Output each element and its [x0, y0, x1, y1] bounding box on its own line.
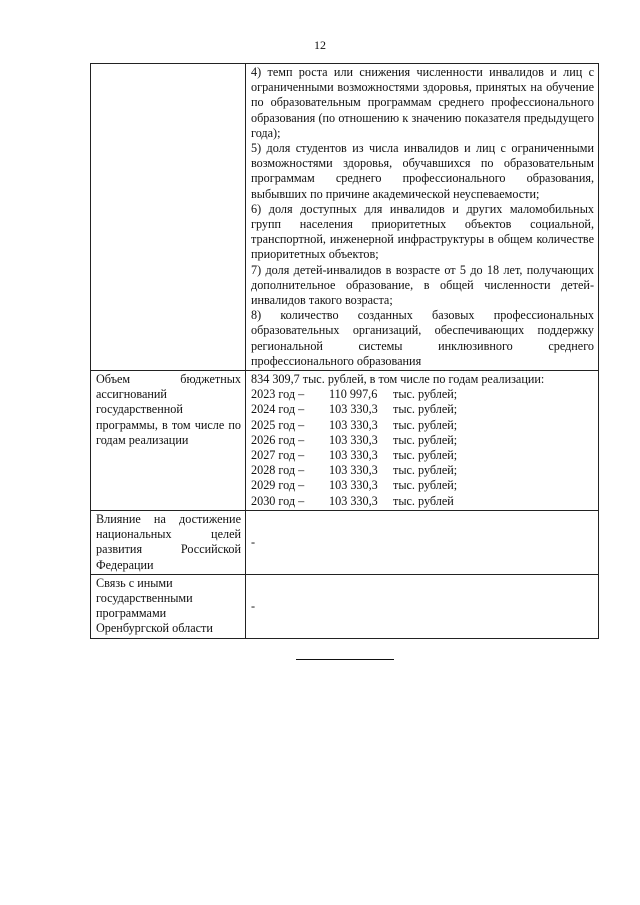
budget-year-row — [251, 433, 594, 448]
other-programs-value: - — [246, 574, 599, 638]
budget-unit: тыс. рублей; — [393, 402, 458, 417]
indicator-item: 5) доля студентов из числа инвалидов и лиц с ограниченными возможностями здоровья, обучавшихся по образовательным программам среднего профессионального образования, выбывших по причине академической неуспеваемости; — [251, 141, 594, 201]
budget-year-row — [251, 463, 594, 478]
other-programs-row — [91, 574, 599, 638]
program-passport-table — [90, 63, 599, 639]
page-number: 12 — [314, 38, 326, 52]
indicators-label-cell — [91, 64, 246, 371]
budget-year-row — [251, 387, 594, 402]
budget-year-row — [251, 494, 594, 509]
budget-unit: тыс. рублей; — [393, 432, 458, 447]
budget-value-cell — [246, 371, 599, 511]
national-goals-row — [91, 510, 599, 574]
budget-amount: 103 330,3 — [329, 417, 378, 432]
budget-row — [91, 371, 599, 511]
budget-year: 2025 год – — [251, 417, 305, 432]
indicator-item: 7) доля детей-инвалидов в возрасте от 5 до 18 лет, получающих дополнительное образование, в общей численности детей-инвалидов такого возраста; — [251, 262, 594, 308]
budget-unit: тыс. рублей; — [393, 448, 458, 463]
other-programs-label: Связь с иными государственными программами Оренбургской области — [91, 574, 246, 638]
budget-unit: тыс. рублей; — [393, 417, 458, 432]
budget-year-row — [251, 402, 594, 417]
budget-year-row — [251, 478, 594, 493]
budget-year: 2030 год – — [251, 493, 305, 508]
budget-years-list — [251, 387, 594, 509]
end-of-page-rule — [296, 659, 394, 660]
indicators-value-cell — [246, 64, 599, 371]
budget-unit: тыс. рублей; — [393, 478, 458, 493]
budget-amount: 103 330,3 — [329, 448, 378, 463]
budget-year: 2029 год – — [251, 478, 305, 493]
national-goals-value: - — [246, 510, 599, 574]
budget-amount: 103 330,3 — [329, 463, 378, 478]
budget-year: 2024 год – — [251, 402, 305, 417]
budget-year: 2028 год – — [251, 463, 305, 478]
budget-amount: 103 330,3 — [329, 432, 378, 447]
budget-total: 834 309,7 тыс. рублей, в том числе по годам реализации: — [251, 372, 545, 387]
budget-year: 2023 год – — [251, 387, 305, 402]
budget-year: 2027 год – — [251, 448, 305, 463]
budget-unit: тыс. рублей; — [393, 387, 458, 402]
indicator-item: 6) доля доступных для инвалидов и других маломобильных групп населения приоритетных объектов социальной, транспортной, инженерной инфраструктуры в общем количестве приоритетных объектов; — [251, 201, 594, 262]
budget-unit: тыс. рублей; — [393, 463, 458, 478]
budget-amount: 110 997,6 — [329, 387, 378, 402]
national-goals-label: Влияние на достижение национальных целей развития Российской Федерации — [91, 510, 246, 574]
indicator-item: 8) количество созданных базовых профессиональных образовательных организаций, обеспечивающих поддержку региональной системы инклюзивного среднего профессионального образования — [251, 308, 594, 368]
indicators-row — [91, 64, 599, 371]
budget-year-row — [251, 448, 594, 463]
budget-unit: тыс. рублей — [393, 493, 454, 508]
budget-year: 2026 год – — [251, 432, 305, 447]
budget-amount: 103 330,3 — [329, 402, 378, 417]
budget-amount: 103 330,3 — [329, 493, 378, 508]
indicator-item: 4) темп роста или снижения численности инвалидов и лиц с ограниченными возможностями здоровья, принятых на обучение по образовательным программам среднего профессионального образования (по отношению к значению показателя предыдущего года); — [251, 65, 594, 140]
budget-amount: 103 330,3 — [329, 478, 378, 493]
budget-year-row — [251, 418, 594, 433]
budget-label: Объем бюджетных ассигнований государственной программы, в том числе по годам реализации — [91, 371, 246, 511]
